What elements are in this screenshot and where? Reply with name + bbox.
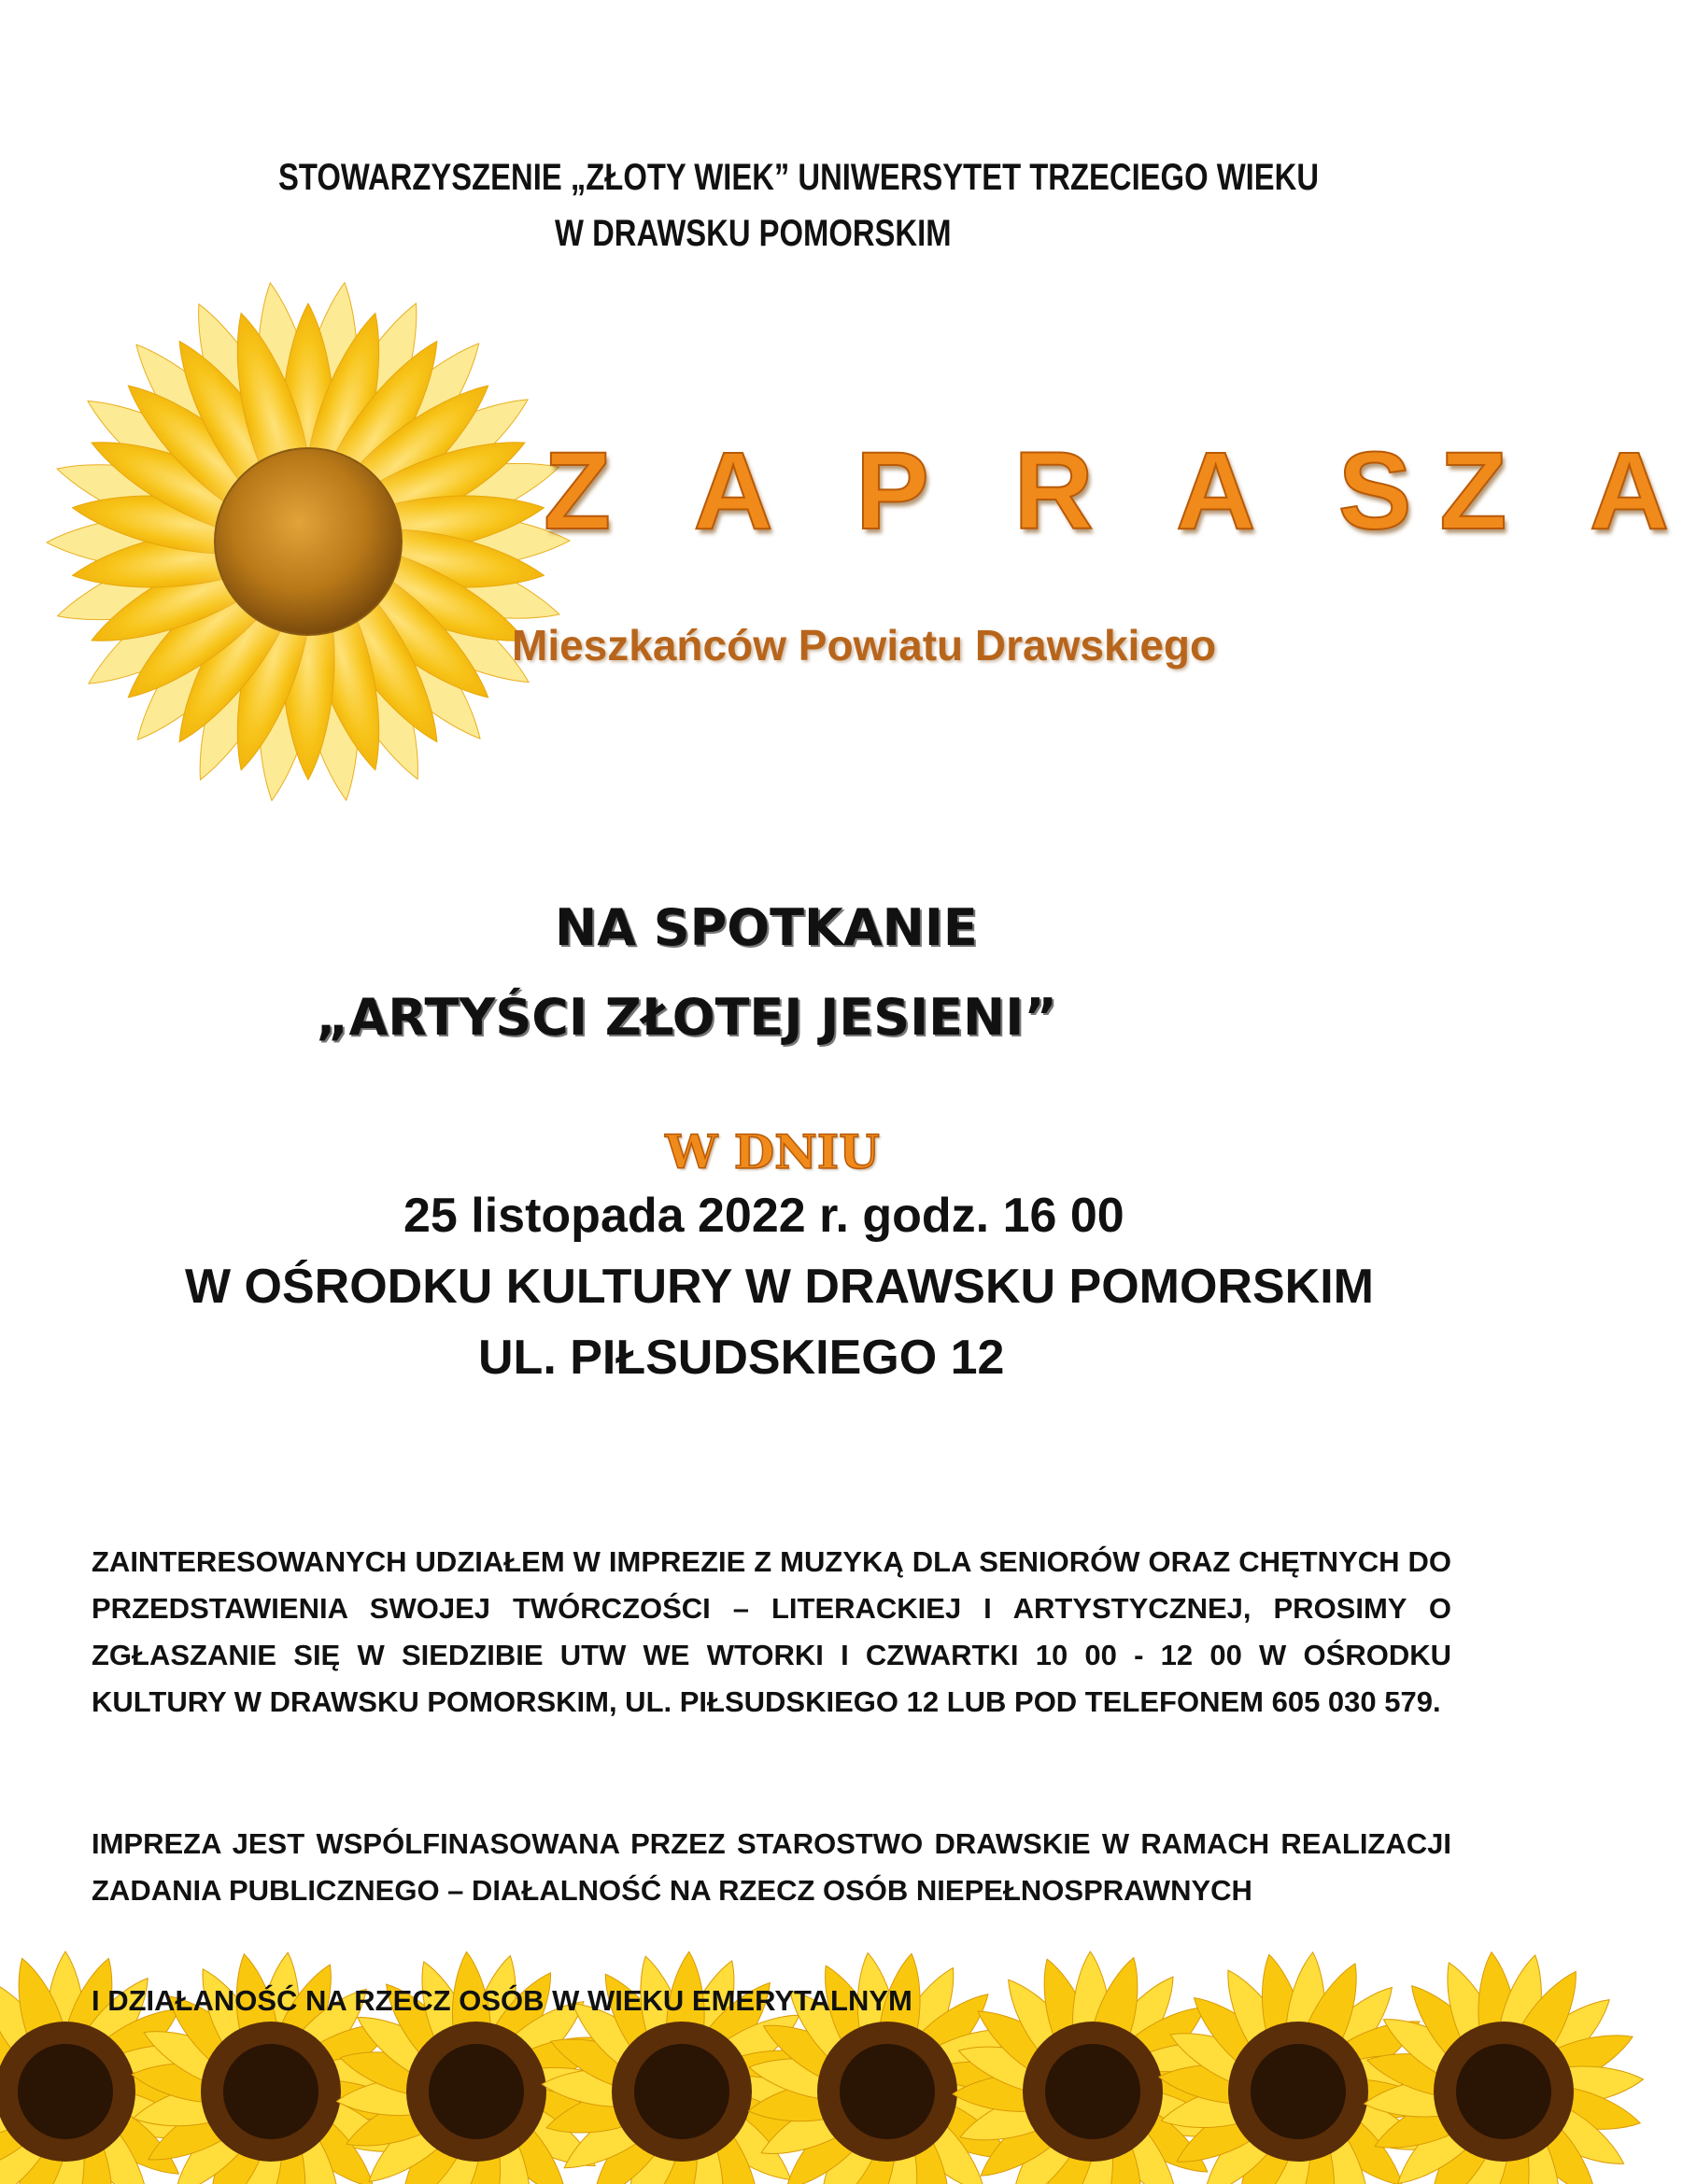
- event-line-1: NA SPOTKANIE: [555, 898, 978, 957]
- organization-location: W DRAWSKU POMORSKIM: [555, 213, 952, 254]
- sunflower-icon: [37, 271, 579, 812]
- invite-title: Z A P R A SZ A: [544, 430, 1697, 553]
- info-paragraph-1: ZAINTERESOWANYCH UDZIAŁEM W IMPREZIE Z MUZYKĄ DLA SENIORÓW ORAZ CHĘTNYCH DO PRZEDSTAWIENIA SWOJEJ TWÓRCZOŚCI – LITERACKIEJ I ARTYSTYCZNEJ, PROSIMY O ZGŁASZANIE SIĘ W SIEDZIBIE UTW WE WTORKI I CZWARTKI 10 00 - 12 00 W OŚRODKU KULTURY W DRAWSKU POMORSKIM, UL. PIŁSUDSKIEGO 12 LUB POD TELEFONEM 605 030 579.: [92, 1545, 1451, 1718]
- event-date: 25 listopada 2022 r. godz. 16 00: [403, 1189, 1124, 1243]
- on-day-label: W DNIU: [665, 1124, 880, 1179]
- event-street: UL. PIŁSUDSKIEGO 12: [478, 1331, 1005, 1385]
- invite-subtitle: Mieszkańców Powiatu Drawskiego: [512, 621, 1217, 669]
- event-place: W OŚRODKU KULTURY W DRAWSKU POMORSKIM: [185, 1260, 1374, 1314]
- event-name: „ARTYŚCI ZŁOTEJ JESIENI”: [316, 988, 1057, 1047]
- organization-name: STOWARZYSZENIE „ZŁOTY WIEK” UNIWERSYTET TRZECIEGO WIEKU: [278, 157, 1320, 198]
- info-paragraph-3: I DZIAŁANOŚĆ NA RZECZ OSÓB W WIEKU EMERYTALNYM: [92, 1984, 912, 2017]
- info-paragraph-2: IMPREZA JEST WSPÓLFINASOWANA PRZEZ STAROSTWO DRAWSKIE W RAMACH REALIZACJI ZADANIA PUBLICZNEGO – DIAŁALNOŚĆ NA RZECZ OSÓB NIEPEŁNOSPRAWNYCH: [92, 1827, 1451, 1907]
- sunflower-strip: [0, 1905, 1545, 2184]
